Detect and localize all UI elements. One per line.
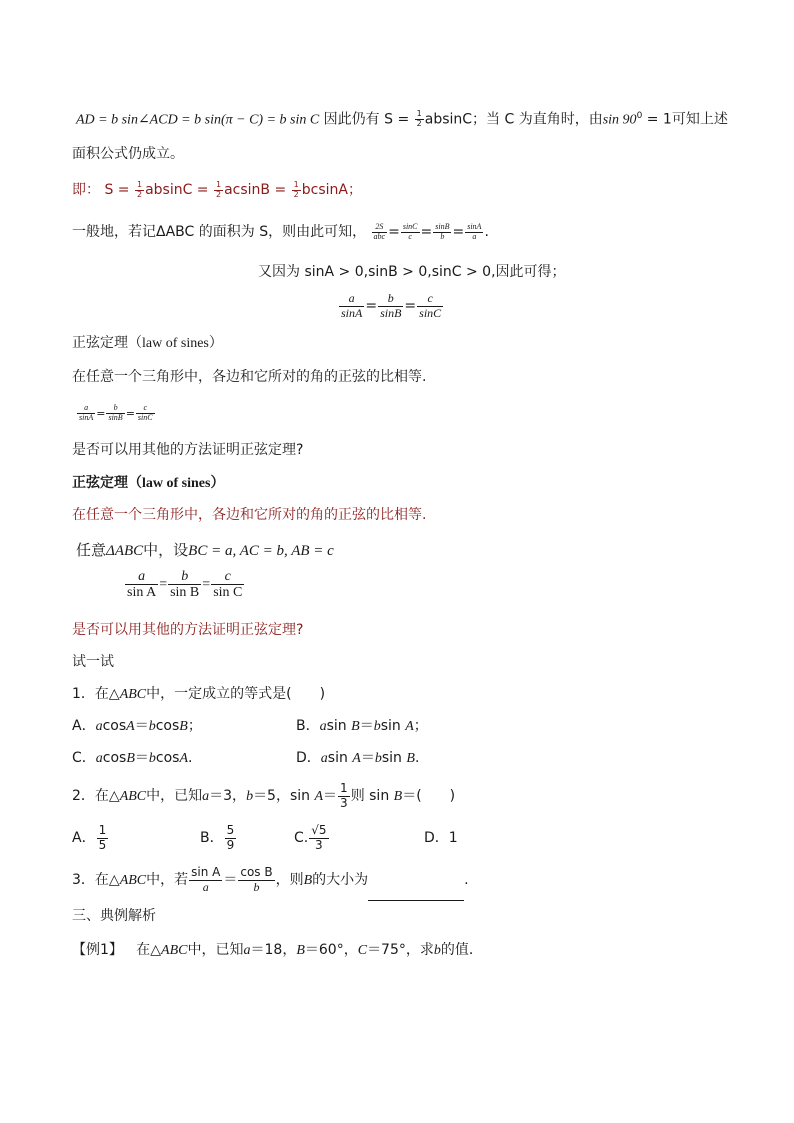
question-1: 1．在△ABC中，一定成立的等式是( ) <box>72 686 326 702</box>
degree-sup: 0 <box>636 111 643 121</box>
law-of-sines-formula-1: $\frac{a}{\sin A}$ = $\frac{b}{\sin B}$ = $\frac{c}{\sin C}$ <box>341 291 442 320</box>
q1-option-c: C．acosB＝bcosA. <box>72 750 193 766</box>
frac-c-sin-c: $\frac{c}{\text{sin C}}$ <box>213 568 243 601</box>
para-area-formula-line1 <box>76 106 728 131</box>
q2-option-d: D．1 <box>424 830 458 846</box>
half-frac-3: $\frac{1}{2}$ <box>293 179 299 199</box>
law-question-1: 是否可以用其他的方法证明正弦定理? <box>72 442 304 458</box>
area-term-2: acsinB = <box>224 182 291 198</box>
small-frac-c: $\frac{c}{\sin C}$ <box>137 402 153 422</box>
frac-a-sin-a: $\frac{a}{\text{sin A}}$ <box>127 568 157 601</box>
area-term-3: bcsinA； <box>301 182 362 198</box>
q1-option-d: D．asin A＝bsin B. <box>296 750 420 766</box>
q3-frac-sina-a: $\frac{\text{sin A}}{a}$ <box>191 865 221 894</box>
q1-option-a: A．acosA＝bcosB； <box>72 718 202 734</box>
law-formula-small: $\frac{a}{\sin A}$ = $\frac{b}{\sin B}$ = $\frac{c}{\sin C}$ <box>79 402 153 422</box>
section-3-title: 三、典例解析 <box>72 908 156 924</box>
question-3: 3．在△ABC中，若 $\frac{\text{sin A}}{a}$ ＝ $\frac{\text{cos B}}{b}$ ，则B的大小为 . <box>72 860 469 901</box>
q3-answer-blank[interactable] <box>368 886 464 901</box>
general-text: 一般地，若记ΔABC 的面积为 S，则由此可知， <box>72 224 367 240</box>
law-statement-2: 在任意一个三角形中，各边和它所对的角的正弦的比相等. <box>72 507 427 523</box>
frac-sina-a: $\frac{\sin A}{a}$ <box>467 221 482 241</box>
q2-opt-a-frac: $\frac{1}{5}$ <box>98 823 107 852</box>
half-fraction: $\frac{1}{2}$ <box>416 109 422 129</box>
q3-frac-cosb-b: $\frac{\text{cos B}}{b}$ <box>240 865 273 894</box>
given-prefix: 任意 <box>76 541 107 559</box>
frac-a-sina: $\frac{a}{\sin A}$ <box>341 291 363 320</box>
area-lead: 即： S = <box>72 182 134 198</box>
eq-one: = 1 <box>642 111 672 128</box>
small-frac-a: $\frac{a}{\sin A}$ <box>79 402 94 422</box>
law-title-2: 正弦定理（law of sines） <box>72 476 225 491</box>
q2-opt-b-frac: $\frac{5}{9}$ <box>226 823 235 852</box>
frac-c-sinc: $\frac{c}{\sin C}$ <box>419 291 442 320</box>
ad-formula: AD = b sin∠ACD = b sin(π − C) = b sin C <box>76 112 320 128</box>
para1-text1: 因此仍有 S = <box>323 111 414 128</box>
law-given-line <box>76 540 334 561</box>
law-question-2: 是否可以用其他的方法证明正弦定理? <box>72 622 304 638</box>
frac-b-sinb: $\frac{b}{\sin B}$ <box>380 291 402 320</box>
para-area-formula-line2: 面积公式仍成立。 <box>72 146 184 162</box>
frac-2s-abc: $\frac{2S}{\text{abc}}$ <box>373 221 386 241</box>
area-formulas-line <box>72 180 362 200</box>
small-frac-b: $\frac{b}{\sin B}$ <box>108 402 123 422</box>
try-title: 试一试 <box>72 654 114 670</box>
given-triangle: ΔABC <box>106 543 144 559</box>
area-term-1: absinC = <box>145 182 213 198</box>
example-1: 【例1】 在△ABC中，已知a＝18，B＝60°，C＝75°，求b的值． <box>72 942 483 958</box>
law-statement-1: 在任意一个三角形中，各边和它所对的角的正弦的比相等. <box>72 369 427 385</box>
frac-sinb-b: $\frac{\sin B}{b}$ <box>435 221 450 241</box>
q2-option-c: C. $\frac{√5}{3}$ <box>294 823 327 852</box>
frac-b-sin-b: $\frac{b}{\text{sin B}}$ <box>170 568 200 601</box>
q2-option-b: B． $\frac{5}{9}$ <box>200 823 235 852</box>
law-formula-2: $\frac{a}{\text{sin A}}$ = $\frac{b}{\text{sin B}}$ = $\frac{c}{\text{sin C}}$ <box>127 568 243 601</box>
q2-option-a: A． $\frac{1}{5}$ <box>72 823 107 852</box>
given-sides: BC = a, AC = b, AB = c <box>188 543 334 559</box>
para1-text3: 可知上述 <box>671 111 728 128</box>
half-frac-2: $\frac{1}{2}$ <box>216 179 222 199</box>
general-area-line: 一般地，若记ΔABC 的面积为 S，则由此可知， $\frac{2S}{\text{abc}}$ = $\frac{\sin C}{c}$ = $\frac{\sin B}{b}$ = $\frac{\sin A}{a}$ . <box>72 221 489 241</box>
positive-sines-line: 又因为 sinA > 0,sinB > 0,sinC > 0,因此可得； <box>258 264 566 280</box>
example-1-label: 【例1】 <box>72 942 123 958</box>
q2-frac-1-3: $\frac{1}{3}$ <box>340 781 348 810</box>
given-mid: 中，设 <box>143 541 189 559</box>
sin90: sin 90 <box>602 112 637 128</box>
half-frac-1: $\frac{1}{2}$ <box>136 179 143 199</box>
question-2: 2．在△ABC中，已知a＝3，b＝5，sin A＝ $\frac{1}{3}$ 则 sin B＝( ) <box>72 781 456 810</box>
q2-opt-c-frac: $\frac{√5}{3}$ <box>311 823 327 852</box>
q1-option-b: B．asin B＝bsin A； <box>296 718 428 734</box>
frac-sinc-c: $\frac{\sin C}{c}$ <box>402 221 418 241</box>
para1-text2: absinC；当 C 为直角时，由 <box>424 111 603 128</box>
law-title-1: 正弦定理（law of sines） <box>72 336 223 351</box>
